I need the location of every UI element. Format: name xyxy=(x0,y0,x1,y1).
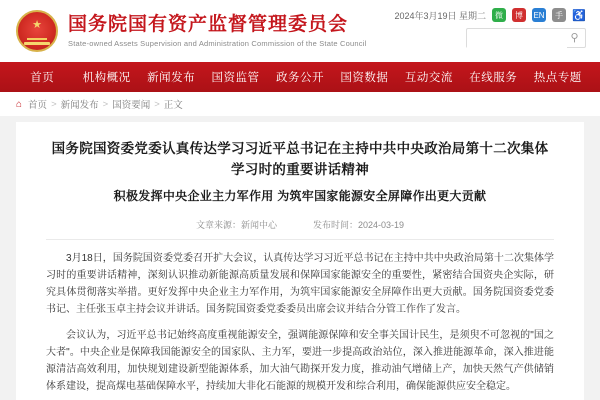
search-icon[interactable]: ⚲ xyxy=(570,32,579,44)
nav-item-services[interactable]: 在线服务 xyxy=(469,72,518,84)
article-meta xyxy=(46,218,554,231)
nav-item-home[interactable]: 首页 xyxy=(30,72,55,84)
article-date-value: 2024-03-19 xyxy=(358,220,405,230)
nav-item-affairs[interactable]: 政务公开 xyxy=(275,72,324,84)
nav-item-supervision[interactable]: 国资监管 xyxy=(211,72,260,84)
language-icon[interactable]: EN xyxy=(532,8,546,22)
article-subtitle: 积极发挥中央企业主力军作用 为筑牢国家能源安全屏障作出更大贡献 xyxy=(113,189,487,203)
nav-item-topics[interactable]: 热点专题 xyxy=(533,72,582,84)
main-nav xyxy=(0,62,600,92)
accessibility-icon[interactable]: ♿ xyxy=(572,9,586,22)
article-paragraph: 会议认为，习近平总书记始终高度重视能源安全，强调能源保障和安全事关国计民生，是须臾不可忽视的"国之大者"。中央企业是保障我国能源安全的国家队、主力军，要进一步提高政治站位，深入推进能源革命，深入推进能源清洁高效利用，加快规划建设新型能源体系，加大油气勘探开发力度，推动油气增储上产，加快天然气产供储销体系建设，提高煤电基础保障水平，持续加大非化石能源的规模开发和综合利用，确保能源供应安全稳定。 xyxy=(46,330,554,392)
search-box[interactable] xyxy=(466,28,586,48)
site-header xyxy=(0,0,600,62)
national-emblem-icon: ★ xyxy=(14,8,60,54)
nav-item-about[interactable]: 机构概况 xyxy=(82,72,131,84)
article-date-label: 发布时间： xyxy=(312,220,358,230)
current-date: 2024年3月19日 星期二 xyxy=(394,10,486,21)
article-title: 国务院国资委党委认真传达学习习近平总书记在主持中共中央政治局第十二次集体学习时的重要讲话精神 xyxy=(51,141,549,177)
breadcrumb-item-news[interactable]: 新闻发布 xyxy=(60,100,99,111)
article-divider xyxy=(46,239,554,240)
nav-item-interaction[interactable]: 互动交流 xyxy=(404,72,453,84)
breadcrumb-item-current: 正文 xyxy=(163,100,183,111)
header-meta-row xyxy=(394,8,586,22)
article-source-value: 新闻中心 xyxy=(240,220,277,230)
weibo-icon[interactable]: 博 xyxy=(512,8,526,22)
site-title-cn: 国务院国有资产监督管理委员会 xyxy=(68,14,349,35)
mobile-icon[interactable]: 手 xyxy=(552,8,566,22)
nav-item-data[interactable]: 国资数据 xyxy=(340,72,389,84)
search-input[interactable] xyxy=(467,30,567,48)
home-icon[interactable]: ⌂ xyxy=(16,98,23,110)
article-source xyxy=(196,218,277,231)
breadcrumb-item-home[interactable]: 首页 xyxy=(28,100,48,111)
breadcrumb-separator: > xyxy=(154,98,160,110)
article-card xyxy=(16,122,584,400)
breadcrumb-separator: > xyxy=(51,98,57,110)
breadcrumb xyxy=(0,92,600,116)
site-title-en: State-owned Assets Supervision and Administration Commission of the State Council xyxy=(68,39,367,48)
breadcrumb-separator: > xyxy=(102,98,109,110)
article-source-label: 文章来源： xyxy=(195,220,241,230)
wechat-icon[interactable]: 微 xyxy=(492,8,506,22)
header-utilities xyxy=(394,8,586,48)
article-date xyxy=(313,218,404,231)
breadcrumb-item-headlines[interactable]: 国资要闻 xyxy=(112,100,151,111)
nav-item-news[interactable]: 新闻发布 xyxy=(147,72,196,84)
article-paragraph: 3月18日，国务院国资委党委召开扩大会议，认真传达学习习近平总书记在主持中共中央政治局第十二次集体学习时的重要讲话精神，深刻认识推动新能源高质量发展和保障国家能源安全的重要性，紧密结合国资央企实际，研究具体贯彻落实举措。更好发挥中央企业主力军作用，为筑牢国家能源安全屏障作出更大贡献。国务院国资委党委书记、主任张玉卓主持会议并讲话。国务院国资委党委委员出席会议并结合分管工作作了发言。 xyxy=(46,253,554,315)
site-titles xyxy=(68,14,366,48)
